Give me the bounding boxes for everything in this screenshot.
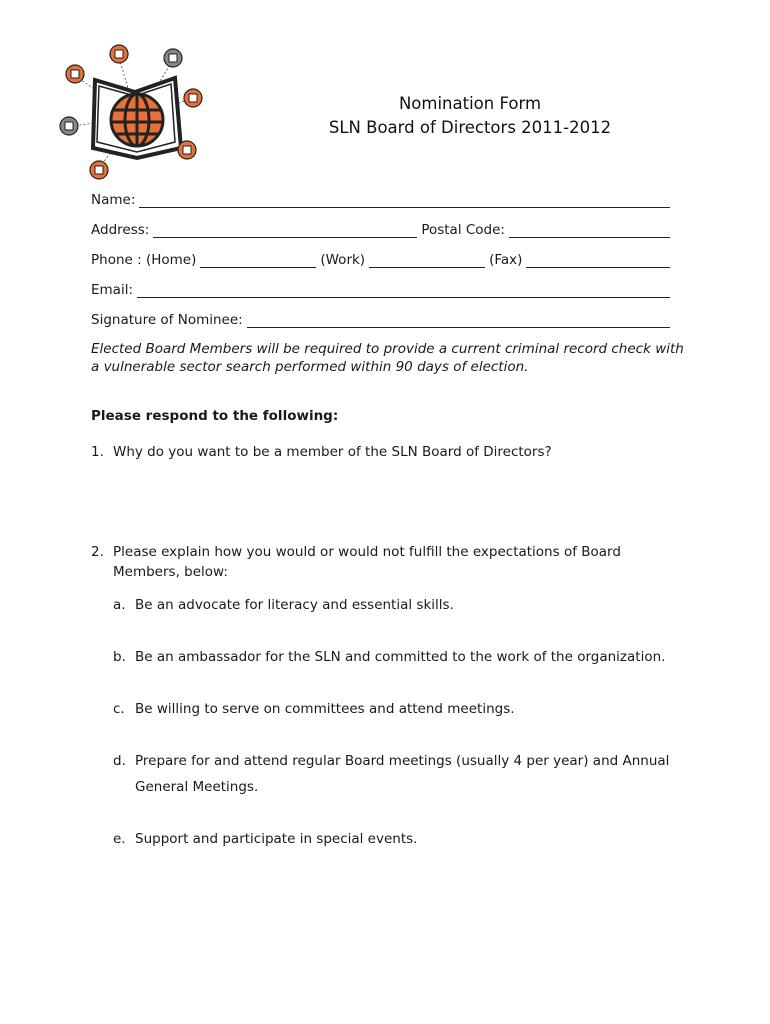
expectation-letter: e. — [113, 831, 126, 847]
fax-label: (Fax) — [489, 252, 523, 268]
form-subtitle: SLN Board of Directors 2011-2012 — [328, 118, 612, 137]
expectation-c — [113, 699, 693, 719]
postal-code-field[interactable] — [509, 223, 670, 238]
address-field[interactable] — [153, 223, 417, 238]
phone-work-field[interactable] — [369, 253, 485, 268]
phone-work-label: (Work) — [320, 252, 366, 268]
address-label: Address: — [91, 222, 150, 238]
phone-row — [91, 248, 674, 268]
expectation-letter: c. — [113, 701, 125, 717]
expectation-text: Be willing to serve on committees and attend meetings. — [135, 701, 515, 717]
question-1 — [91, 442, 691, 462]
question-number: 2. — [91, 544, 104, 560]
expectation-text-line1: Prepare for and attend regular Board meetings (usually 4 per year) and Annual — [135, 753, 670, 769]
postal-code-label: Postal Code: — [421, 222, 505, 238]
question-text-line1: Please explain how you would or would not fulfill the expectations of Board — [113, 544, 621, 560]
question-2 — [91, 542, 691, 582]
expectation-b — [113, 647, 693, 667]
fax-field[interactable] — [526, 253, 670, 268]
email-row — [91, 278, 674, 298]
expectation-letter: a. — [113, 597, 126, 613]
signature-row — [91, 308, 674, 328]
question-text-line2: Members, below: — [113, 564, 228, 580]
question-text: Why do you want to be a member of the SLN Board of Directors? — [113, 444, 552, 460]
sln-logo — [55, 40, 215, 190]
criminal-record-note: Elected Board Members will be required to provide a current criminal record check with a vulnerable sector search performed within 90 days of election. — [91, 341, 684, 375]
expectation-text: Be an ambassador for the SLN and committed to the work of the organization. — [135, 649, 666, 665]
email-field[interactable] — [137, 283, 670, 298]
phone-home-label: Phone : (Home) — [91, 252, 197, 268]
signature-label: Signature of Nominee: — [91, 312, 243, 328]
email-label: Email: — [91, 282, 134, 298]
phone-home-field[interactable] — [200, 253, 316, 268]
name-row — [91, 188, 674, 208]
expectation-letter: d. — [113, 753, 126, 769]
respond-heading: Please respond to the following: — [91, 408, 339, 424]
expectation-d — [113, 751, 693, 801]
name-label: Name: — [91, 192, 136, 208]
address-row — [91, 218, 674, 238]
expectation-text: Support and participate in special events. — [135, 831, 418, 847]
expectation-e — [113, 829, 693, 849]
form-title: Nomination Form — [398, 94, 542, 113]
question-number: 1. — [91, 444, 104, 460]
name-field[interactable] — [139, 193, 670, 208]
expectation-a — [113, 595, 693, 615]
expectation-text: Be an advocate for literacy and essential skills. — [135, 597, 454, 613]
expectation-letter: b. — [113, 649, 126, 665]
expectation-text-line2: General Meetings. — [135, 779, 259, 795]
signature-field[interactable] — [247, 313, 670, 328]
